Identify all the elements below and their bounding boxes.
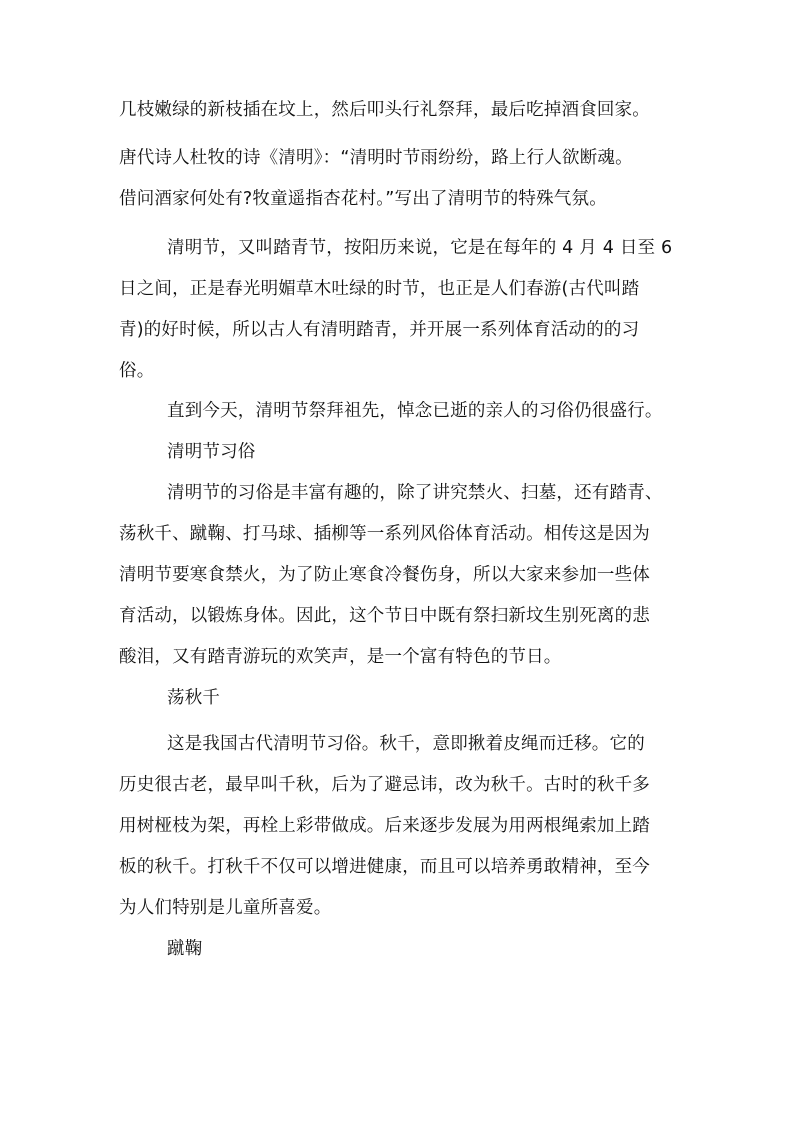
section-heading: 清明节习俗 xyxy=(167,442,256,462)
section-heading: 荡秋千 xyxy=(167,688,221,708)
body-text-line: 唐代诗人杜牧的诗《清明》：“清明时节雨纷纷，路上行人欲断魂。 xyxy=(119,148,633,168)
body-text-line: 几枝嫩绿的新枝插在坟上，然后叩头行礼祭拜，最后吃掉酒食回家。 xyxy=(119,100,650,120)
body-text-line: 育活动，以锻炼身体。因此，这个节日中既有祭扫新坟生别死离的悲 xyxy=(119,606,650,626)
section-heading: 蹴鞠 xyxy=(167,939,203,959)
body-text-line: 直到今天，清明节祭拜祖先，悼念已逝的亲人的习俗仍很盛行。 xyxy=(167,401,663,421)
body-text-line: 日之间，正是春光明媚草木吐绿的时节，也正是人们春游(古代叫踏 xyxy=(119,279,640,299)
body-text-line: 借问酒家何处有?牧童遥指杏花村。”写出了清明节的特殊气氛。 xyxy=(119,189,607,209)
body-text-line: 板的秋千。打秋千不仅可以增进健康，而且可以培养勇敢精神，至今 xyxy=(119,857,650,877)
body-text-line: 清明节，又叫踏青节，按阳历来说，它是在每年的 4 月 4 日至 6 xyxy=(167,238,673,258)
body-text-line: 清明节的习俗是丰富有趣的，除了讲究禁火、扫墓，还有踏青、 xyxy=(167,483,663,503)
body-text-line: 青)的好时候，所以古人有清明踏青，并开展一系列体育活动的的习 xyxy=(119,320,640,340)
body-text-line: 清明节要寒食禁火，为了防止寒食冷餐伤身，所以大家来参加一些体 xyxy=(119,565,650,585)
body-text-line: 酸泪，又有踏青游玩的欢笑声，是一个富有特色的节日。 xyxy=(119,647,562,667)
body-text-line: 为人们特别是儿童所喜爱。 xyxy=(119,898,332,918)
body-text-line: 荡秋千、蹴鞠、打马球、插柳等一系列风俗体育活动。相传这是因为 xyxy=(119,524,650,544)
body-text-line: 历史很古老，最早叫千秋，后为了避忌讳，改为秋千。古时的秋千多 xyxy=(119,775,650,795)
body-text-line: 这是我国古代清明节习俗。秋千，意即揪着皮绳而迁移。它的 xyxy=(167,734,645,754)
body-text-line: 用树桠枝为架，再栓上彩带做成。后来逐步发展为用两根绳索加上踏 xyxy=(119,816,650,836)
body-text-line: 俗。 xyxy=(119,361,155,381)
